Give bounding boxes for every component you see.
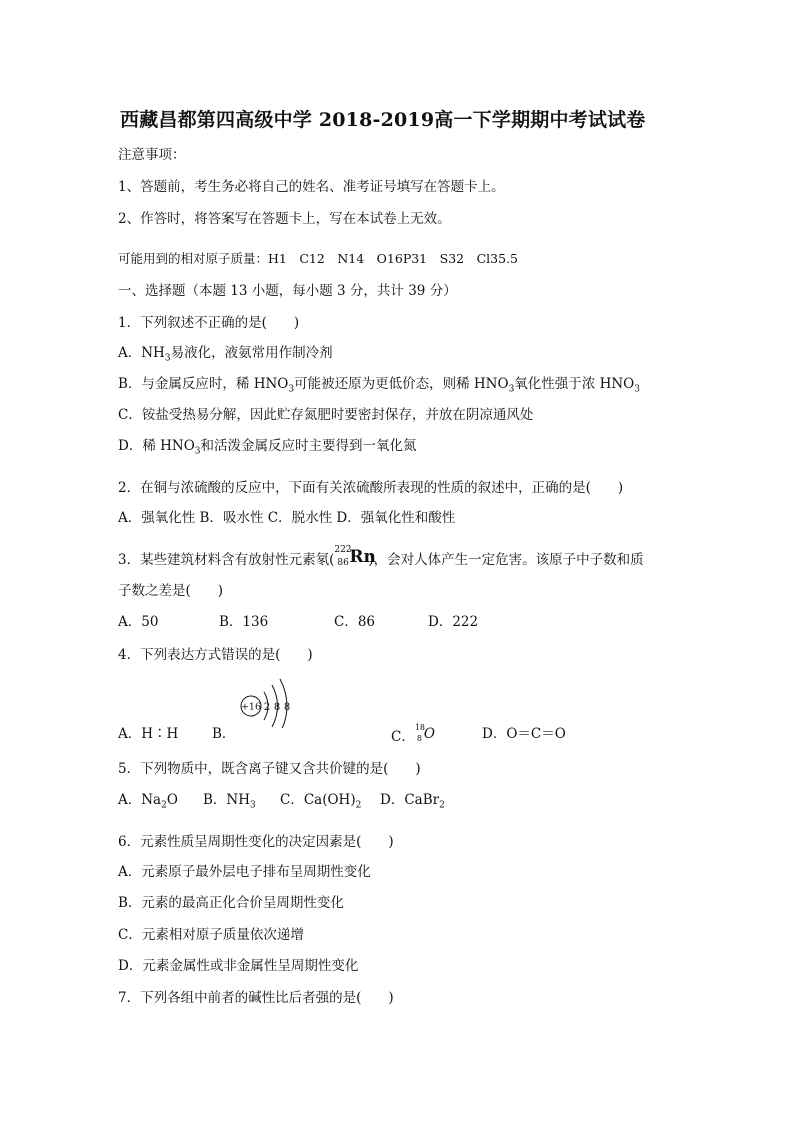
q5-b-sub: 3 bbox=[250, 800, 256, 811]
q5-a-prefix: A．Na bbox=[118, 792, 162, 808]
q2-options: A．强氧化性 B．吸水性 C．脱水性 D．强氧化性和酸性 bbox=[118, 510, 456, 526]
shell-2-electrons: 8 bbox=[273, 702, 281, 713]
q6-stem: 6．元素性质呈周期性变化的决定因素是( ) bbox=[118, 834, 394, 850]
radon-symbol: Rn bbox=[349, 547, 376, 567]
oxygen-symbol: O bbox=[423, 726, 435, 742]
q1-b-prefix: B．与金属反应时，稀 HNO bbox=[118, 376, 289, 392]
q1-b-sub3: 3 bbox=[634, 384, 640, 395]
q5-d-prefix: D．CaBr bbox=[380, 792, 440, 808]
q1-option-c: C．铵盐受热易分解，因此贮存氮肥时要密封保存，并放在阴凉通风处 bbox=[118, 407, 534, 423]
q3-option-d: D．222 bbox=[428, 614, 479, 630]
radon-nuclide bbox=[334, 545, 376, 568]
q1-d-rest: 和活泼金属反应时主要得到一氧化氮 bbox=[200, 438, 417, 454]
page-title: 西藏昌都第四高级中学 2018-2019高一下学期期中考试试卷 bbox=[120, 109, 646, 131]
q3-stem bbox=[118, 545, 644, 569]
q4-option-d: D．O＝C＝O bbox=[482, 726, 566, 742]
q3-option-c: C．86 bbox=[334, 614, 376, 630]
q4-option-a: A．H∶H bbox=[118, 726, 179, 742]
oxygen-nuclide bbox=[415, 725, 435, 743]
sulfur-ion-structure-diagram bbox=[236, 676, 300, 728]
q1-a-rest: 易液化，液氨常用作制冷剂 bbox=[170, 345, 333, 361]
q5-stem: 5．下列物质中，既含离子键又含共价键的是( ) bbox=[118, 761, 421, 777]
q6-option-a: A．元素原子最外层电子排布呈周期性变化 bbox=[118, 864, 371, 880]
q1-stem: 1．下列叙述不正确的是( ) bbox=[118, 315, 300, 331]
radon-mass-number: 222 bbox=[334, 545, 352, 555]
notice-heading: 注意事项： bbox=[118, 147, 186, 163]
q5-option-b bbox=[203, 791, 256, 809]
q4-option-b: B． bbox=[212, 726, 236, 742]
q6-option-c: C．元素相对原子质量依次递增 bbox=[118, 927, 304, 943]
q1-b-sub1: 3 bbox=[288, 384, 295, 395]
oxygen-mass-number: 18 bbox=[414, 723, 426, 732]
q5-c-sub: 2 bbox=[355, 800, 362, 811]
q1-b-mid2: 氧化性强于浓 HNO bbox=[514, 376, 635, 392]
q5-option-a bbox=[118, 791, 178, 809]
radon-atomic-number: 86 bbox=[337, 558, 349, 568]
q3-option-a: A．50 bbox=[118, 614, 159, 630]
q1-option-d bbox=[118, 437, 417, 455]
q1-d-prefix: D．稀 HNO bbox=[118, 438, 195, 454]
notice-2: 2、作答时，将答案写在答题卡上，写在本试卷上无效。 bbox=[118, 211, 451, 227]
q1-b-mid: 可能被还原为更低价态，则稀 HNO bbox=[294, 376, 509, 392]
q6-option-b: B．元素的最高正化合价呈周期性变化 bbox=[118, 895, 344, 911]
q3-stem-line2: 子数之差是( ) bbox=[118, 583, 224, 599]
q5-a-rest: O bbox=[166, 792, 178, 808]
q1-a-sub: 3 bbox=[164, 353, 171, 364]
q3-stem-prefix: 3．某些建筑材料含有放射性元素氡( bbox=[118, 552, 335, 568]
q4-stem: 4．下列表达方式错误的是( ) bbox=[118, 647, 313, 663]
q5-option-d bbox=[380, 791, 445, 809]
nucleus-charge: +16 bbox=[240, 701, 262, 713]
q4-option-c bbox=[391, 725, 435, 746]
q1-b-sub2: 3 bbox=[508, 384, 515, 395]
q5-a-sub: 2 bbox=[161, 800, 167, 811]
q2-stem: 2．在铜与浓硫酸的反应中，下面有关浓硫酸所表现的性质的叙述中，正确的是( ) bbox=[118, 480, 624, 496]
q5-c-prefix: C．Ca(OH) bbox=[280, 792, 356, 808]
notice-1: 1、答题前，考生务必将自己的姓名、准考证号填写在答题卡上。 bbox=[118, 179, 505, 195]
q7-stem: 7．下列各组中前者的碱性比后者强的是( ) bbox=[118, 990, 394, 1006]
q5-d-sub: 2 bbox=[439, 800, 445, 811]
q3-stem-suffix: )，会对人体产生一定危害。该原子中子数和质 bbox=[368, 552, 644, 568]
q1-d-sub: 3 bbox=[194, 446, 201, 457]
q4-c-prefix: C． bbox=[391, 729, 415, 745]
oxygen-atomic-number: 8 bbox=[416, 734, 422, 743]
q1-a-prefix: A．NH bbox=[118, 345, 165, 361]
shell-3-electrons: 8 bbox=[283, 702, 291, 713]
q1-option-b bbox=[118, 375, 640, 393]
q3-option-b: B．136 bbox=[219, 614, 269, 630]
q5-b-prefix: B．NH bbox=[203, 792, 251, 808]
atomic-masses: 可能用到的相对原子质量：H1 C12 N14 O16P31 S32 Cl35.5 bbox=[118, 251, 519, 266]
section-heading: 一、选择题（本题 13 小题，每小题 3 分，共计 39 分） bbox=[118, 283, 457, 299]
q5-option-c bbox=[280, 791, 361, 809]
q1-option-a bbox=[118, 344, 333, 362]
q6-option-d: D．元素金属性或非金属性呈周期性变化 bbox=[118, 958, 359, 974]
shell-1-electrons: 2 bbox=[263, 702, 271, 713]
